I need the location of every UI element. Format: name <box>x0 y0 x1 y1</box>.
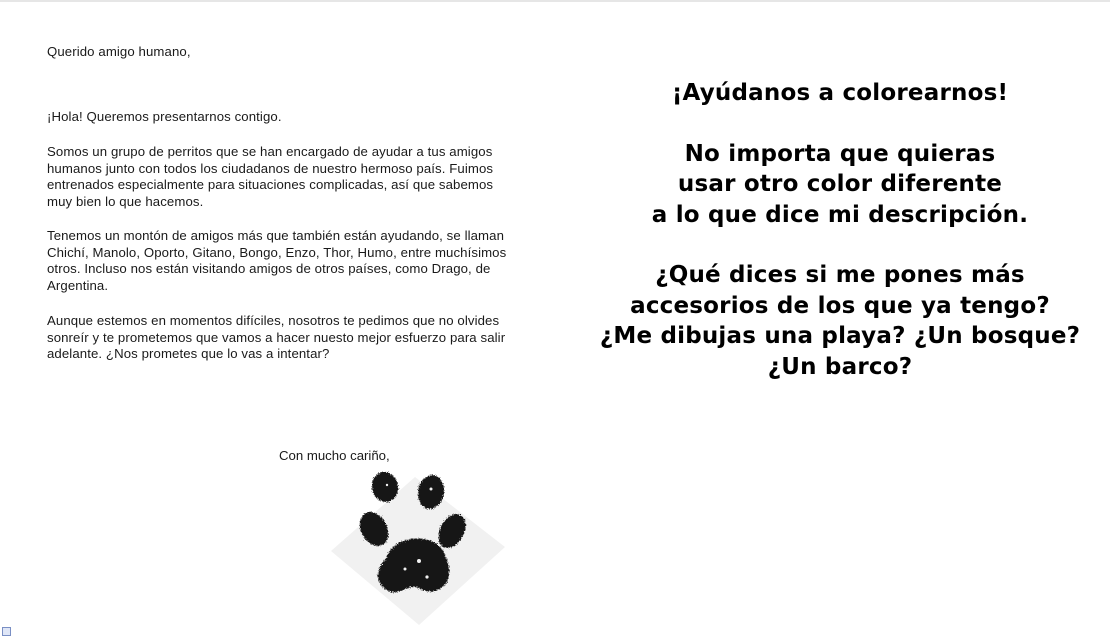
letter-signoff: Con mucho cariño, <box>279 448 390 463</box>
paw-print-icon <box>327 469 507 629</box>
coloring-line: ¿Un barco? <box>767 353 913 380</box>
corner-marker <box>2 627 11 636</box>
letter-greeting: Querido amigo humano, <box>47 44 191 59</box>
coloring-prompt <box>590 78 1090 382</box>
top-divider <box>0 0 1110 2</box>
coloring-line: ¿Qué dices si me pones más <box>655 262 1025 288</box>
coloring-line: accesorios de los que ya tengo? <box>630 292 1050 319</box>
letter-paragraph-1: Somos un grupo de perritos que se han encargado de ayudar a tus amigos humanos junto con todos los ciudadanos de nuestro hermoso país. Fuimos entrenados especialmente para situaciones complicadas, así que sabemos muy bien lo que hacemos. <box>47 144 494 209</box>
coloring-line: ¿Me dibujas una playa? ¿Un bosque? <box>599 323 1081 349</box>
letter-paragraph-2: Tenemos un montón de amigos más que también están ayudando, se llaman Chichí, Manolo, Oporto, Gitano, Bongo, Enzo, Thor, Humo, entre muchísimos otros. Incluso nos están visitando amigos de otros países, como Drago, de Argentina. <box>47 228 507 293</box>
letter-intro: ¡Hola! Queremos presentarnos contigo. <box>47 109 282 124</box>
letter-paragraph-3: Aunque estemos en momentos difíciles, nosotros te pedimos que no olvides sonreír y te prometemos que vamos a hacer nuesto mejor esfuerzo para salir adelante. ¿Nos prometes que lo vas a intentar? <box>47 313 506 362</box>
coloring-heading: ¡Ayúdanos a colorearnos! <box>671 80 1009 106</box>
coloring-line: No importa que quieras <box>684 140 996 167</box>
coloring-line: a lo que dice mi descripción. <box>651 201 1029 228</box>
coloring-line: usar otro color diferente <box>677 171 1003 197</box>
